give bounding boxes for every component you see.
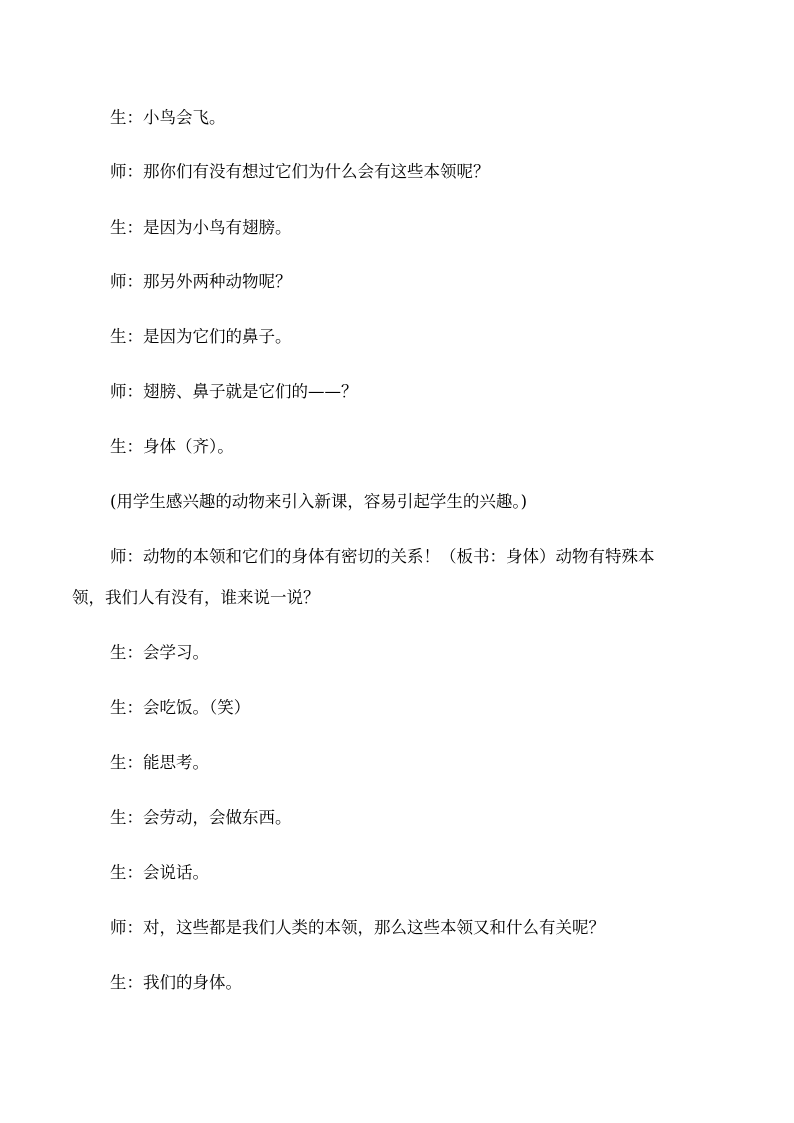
paragraph: 生：会学习。	[110, 643, 209, 662]
teaching-note: (用学生感兴趣的动物来引入新课，容易引起学生的兴趣。)	[110, 492, 528, 511]
paragraph: 生：身体（齐）。	[110, 437, 234, 456]
paragraph: 生：会吃饭。（笑）	[110, 698, 251, 717]
paragraph: 生：会说话。	[110, 863, 209, 882]
paragraph: 生：我们的身体。	[110, 973, 242, 992]
paragraph: 生：是因为小鸟有翅膀。	[110, 218, 292, 237]
paragraph: 生：能思考。	[110, 753, 209, 772]
paragraph: 生：小鸟会飞。	[110, 108, 226, 127]
paragraph: 师：对，这些都是我们人类的本领，那么这些本领又和什么有关呢？	[110, 918, 605, 937]
paragraph: 生：是因为它们的鼻子。	[110, 327, 292, 346]
paragraph: 师：动物的本领和它们的身体有密切的关系！（板书：身体）动物有特殊本	[110, 547, 655, 566]
paragraph: 师：那你们有没有想过它们为什么会有这些本领呢？	[110, 162, 490, 181]
paragraph-continuation: 领，我们人有没有，谁来说一说？	[72, 588, 320, 607]
paragraph: 生：会劳动，会做东西。	[110, 808, 292, 827]
paragraph: 师：那另外两种动物呢？	[110, 272, 292, 291]
paragraph: 师：翅膀、鼻子就是它们的——？	[110, 382, 358, 401]
